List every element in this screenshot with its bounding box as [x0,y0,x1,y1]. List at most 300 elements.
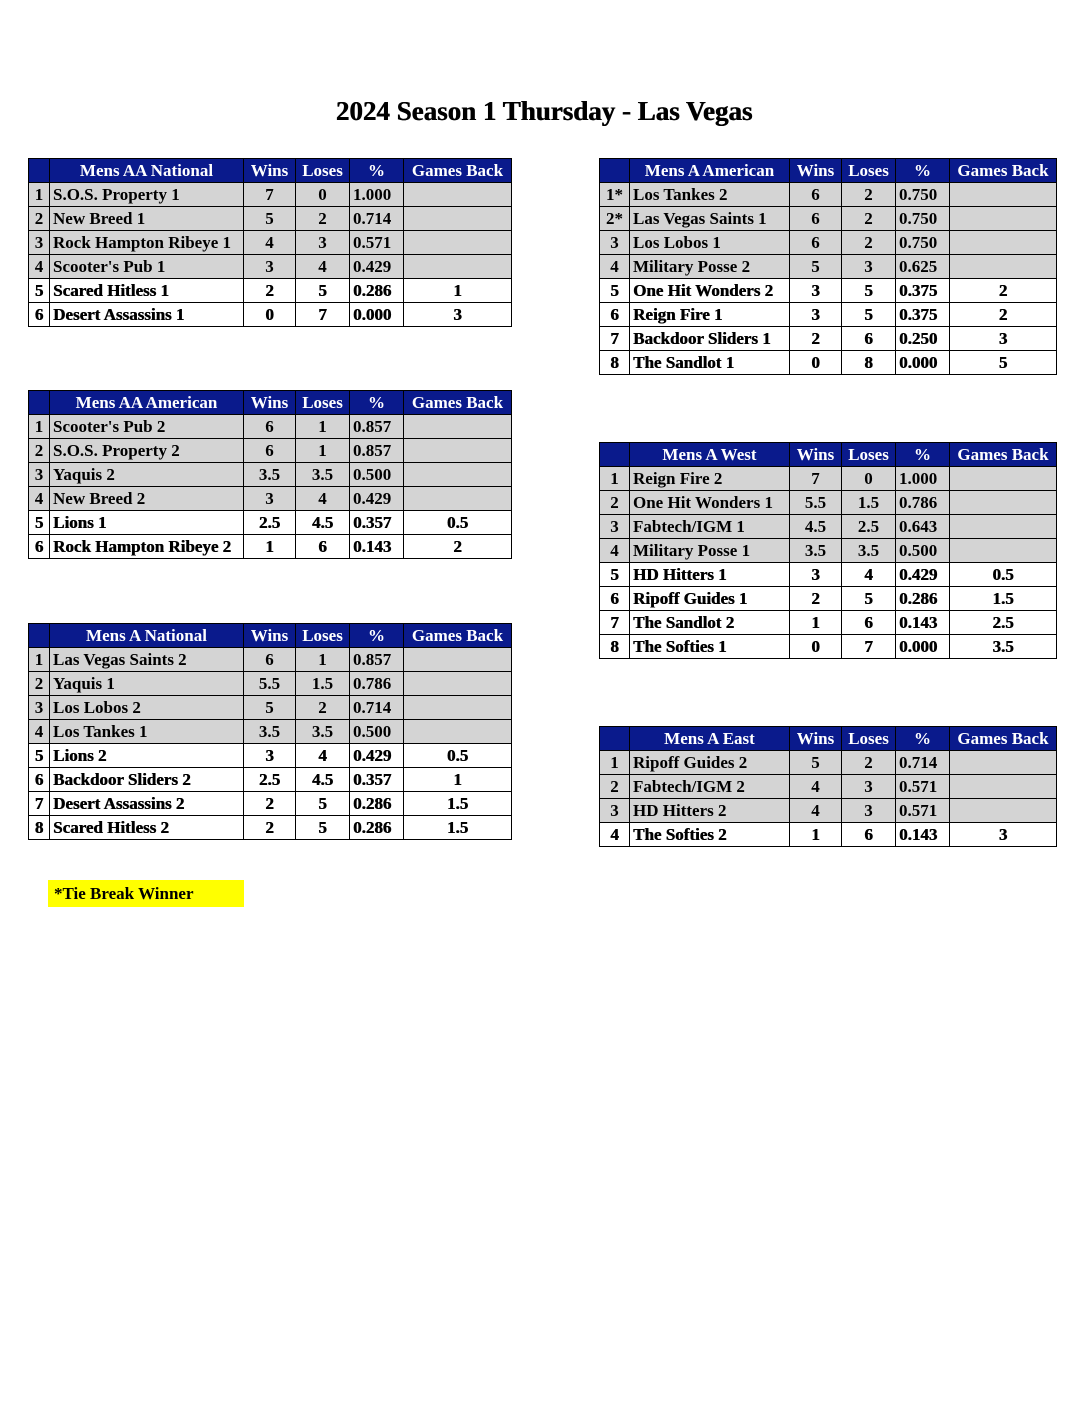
games-back-cell [950,207,1057,231]
pct-cell: 0.857 [350,648,404,672]
standings-row [600,635,1057,659]
games-back-cell [950,775,1057,799]
pct-cell: 0.357 [350,511,404,535]
loses-cell: 6 [842,823,896,847]
pct-cell: 0.375 [896,303,950,327]
pct-cell: 0.143 [896,611,950,635]
rank-cell: 1 [600,467,630,491]
wins-header: Wins [244,391,296,415]
games-back-cell: 2 [950,279,1057,303]
games-back-cell [404,648,512,672]
wins-cell: 3 [244,255,296,279]
team-name: Yaquis 2 [50,463,244,487]
rank-cell: 3 [600,799,630,823]
pct-cell: 0.429 [350,255,404,279]
standings-row [29,792,512,816]
standings-row [29,511,512,535]
standings-row [600,491,1057,515]
division-name: Mens A National [50,624,244,648]
rank-cell: 4 [600,539,630,563]
division-name: Mens A East [630,727,790,751]
pct-cell: 0.429 [896,563,950,587]
team-name: Fabtech/IGM 1 [630,515,790,539]
wins-cell: 1 [790,611,842,635]
team-name: The Sandlot 1 [630,351,790,375]
standings-row [29,279,512,303]
rank-cell: 3 [29,696,50,720]
standings-row [600,207,1057,231]
pct-cell: 0.000 [896,351,950,375]
standings-row [600,563,1057,587]
pct-cell: 0.286 [350,279,404,303]
rank-cell: 2 [600,491,630,515]
team-name: Los Lobos 2 [50,696,244,720]
rank-cell: 8 [600,351,630,375]
games-back-cell [950,539,1057,563]
wins-cell: 2 [790,327,842,351]
wins-cell: 1 [790,823,842,847]
wins-cell: 3 [244,487,296,511]
rank-cell: 8 [600,635,630,659]
wins-cell: 3 [790,563,842,587]
wins-cell: 7 [790,467,842,491]
standings-row [29,183,512,207]
team-name: The Softies 1 [630,635,790,659]
team-name: Ripoff Guides 2 [630,751,790,775]
team-name: Los Tankes 1 [50,720,244,744]
loses-cell: 5 [842,303,896,327]
division-name: Mens AA American [50,391,244,415]
games-back-cell: 0.5 [950,563,1057,587]
rank-cell: 5 [29,279,50,303]
team-name: Reign Fire 2 [630,467,790,491]
wins-cell: 0 [790,635,842,659]
loses-cell: 2.5 [842,515,896,539]
team-name: The Softies 2 [630,823,790,847]
rank-cell: 4 [29,255,50,279]
games-back-header: Games Back [404,391,512,415]
wins-cell: 3.5 [244,720,296,744]
games-back-cell [404,487,512,511]
header-row [600,159,1057,183]
standings-row [600,751,1057,775]
pct-cell: 0.286 [896,587,950,611]
loses-cell: 3.5 [842,539,896,563]
pct-cell: 0.857 [350,415,404,439]
team-name: New Breed 1 [50,207,244,231]
team-name: Fabtech/IGM 2 [630,775,790,799]
loses-cell: 1 [296,415,350,439]
games-back-cell [404,231,512,255]
wins-cell: 6 [244,415,296,439]
division-table-aa-national [28,158,512,327]
team-name: Backdoor Sliders 1 [630,327,790,351]
pct-cell: 0.786 [350,672,404,696]
wins-cell: 5 [790,255,842,279]
wins-cell: 7 [244,183,296,207]
loses-cell: 1 [296,439,350,463]
loses-cell: 2 [842,183,896,207]
rank-header [29,159,50,183]
standings-row [29,303,512,327]
games-back-cell: 2 [404,535,512,559]
team-name: Scared Hitless 2 [50,816,244,840]
wins-cell: 0 [790,351,842,375]
team-name: One Hit Wonders 2 [630,279,790,303]
rank-cell: 8 [29,816,50,840]
games-back-cell [404,720,512,744]
division-table-a-american [599,158,1057,375]
pct-cell: 0.500 [350,463,404,487]
loses-cell: 8 [842,351,896,375]
tie-break-legend: *Tie Break Winner [48,880,244,907]
wins-cell: 4.5 [790,515,842,539]
rank-cell: 4 [600,255,630,279]
standings-row [29,463,512,487]
pct-cell: 0.750 [896,231,950,255]
division-name: Mens AA National [50,159,244,183]
games-back-cell [950,183,1057,207]
pct-cell: 1.000 [350,183,404,207]
header-row [600,727,1057,751]
standings-row [29,255,512,279]
rank-cell: 5 [600,279,630,303]
rank-cell: 2* [600,207,630,231]
standings-row [29,439,512,463]
standings-row [29,816,512,840]
wins-cell: 3 [244,744,296,768]
pct-cell: 0.750 [896,183,950,207]
games-back-cell: 1 [404,768,512,792]
team-name: Military Posse 1 [630,539,790,563]
standings-row [600,231,1057,255]
loses-cell: 2 [842,751,896,775]
wins-cell: 6 [244,648,296,672]
loses-header: Loses [296,624,350,648]
loses-cell: 3 [296,231,350,255]
games-back-cell: 2 [950,303,1057,327]
games-back-cell: 3 [950,823,1057,847]
wins-cell: 6 [790,207,842,231]
loses-cell: 1 [296,648,350,672]
wins-cell: 0 [244,303,296,327]
team-name: HD Hitters 2 [630,799,790,823]
wins-cell: 6 [790,231,842,255]
games-back-cell: 3 [404,303,512,327]
pct-header: % [896,727,950,751]
pct-cell: 0.429 [350,487,404,511]
team-name: Yaquis 1 [50,672,244,696]
games-back-cell [950,231,1057,255]
team-name: Rock Hampton Ribeye 1 [50,231,244,255]
loses-cell: 3 [842,799,896,823]
team-name: Military Posse 2 [630,255,790,279]
pct-cell: 0.286 [350,792,404,816]
team-name: Lions 2 [50,744,244,768]
division-name: Mens A American [630,159,790,183]
loses-cell: 5 [296,279,350,303]
wins-cell: 3 [790,279,842,303]
team-name: Las Vegas Saints 1 [630,207,790,231]
games-back-cell [404,672,512,696]
pct-cell: 0.714 [350,207,404,231]
rank-cell: 5 [600,563,630,587]
rank-cell: 6 [29,535,50,559]
games-back-cell [950,467,1057,491]
rank-cell: 1 [600,751,630,775]
standings-row [29,672,512,696]
rank-cell: 3 [600,515,630,539]
standings-row [29,415,512,439]
loses-cell: 5 [296,816,350,840]
division-table-a-west [599,442,1057,659]
pct-cell: 0.375 [896,279,950,303]
team-name: Scared Hitless 1 [50,279,244,303]
games-back-cell [404,207,512,231]
pct-cell: 0.625 [896,255,950,279]
team-name: Reign Fire 1 [630,303,790,327]
pct-cell: 0.571 [350,231,404,255]
rank-cell: 4 [29,487,50,511]
rank-cell: 1* [600,183,630,207]
rank-cell: 2 [29,672,50,696]
wins-cell: 4 [790,799,842,823]
games-back-cell [950,255,1057,279]
team-name: Lions 1 [50,511,244,535]
games-back-cell [404,463,512,487]
division-name: Mens A West [630,443,790,467]
games-back-cell [950,751,1057,775]
pct-header: % [350,624,404,648]
loses-header: Loses [842,159,896,183]
header-row [600,443,1057,467]
rank-cell: 6 [600,587,630,611]
wins-cell: 5 [790,751,842,775]
wins-header: Wins [790,443,842,467]
games-back-cell [950,799,1057,823]
games-back-cell: 0.5 [404,511,512,535]
rank-cell: 7 [600,327,630,351]
loses-cell: 5 [842,279,896,303]
rank-cell: 3 [600,231,630,255]
page-title: 2024 Season 1 Thursday - Las Vegas [335,96,753,126]
games-back-cell: 1.5 [950,587,1057,611]
loses-cell: 7 [296,303,350,327]
pct-cell: 0.714 [350,696,404,720]
loses-cell: 4 [296,487,350,511]
pct-cell: 0.143 [350,535,404,559]
wins-header: Wins [244,159,296,183]
standings-row [600,611,1057,635]
team-name: Los Tankes 2 [630,183,790,207]
wins-cell: 4 [244,231,296,255]
standings-row [600,467,1057,491]
loses-cell: 6 [842,327,896,351]
loses-header: Loses [842,443,896,467]
team-name: Scooter's Pub 2 [50,415,244,439]
loses-cell: 4 [296,744,350,768]
games-back-header: Games Back [950,159,1057,183]
wins-cell: 6 [244,439,296,463]
team-name: New Breed 2 [50,487,244,511]
wins-header: Wins [244,624,296,648]
loses-cell: 3 [842,255,896,279]
wins-cell: 3.5 [790,539,842,563]
pct-cell: 1.000 [896,467,950,491]
pct-header: % [350,391,404,415]
pct-cell: 0.500 [896,539,950,563]
rank-cell: 2 [600,775,630,799]
standings-row [600,515,1057,539]
wins-cell: 5.5 [244,672,296,696]
rank-cell: 2 [29,207,50,231]
rank-cell: 6 [600,303,630,327]
loses-cell: 4 [842,563,896,587]
rank-header [600,443,630,467]
team-name: The Sandlot 2 [630,611,790,635]
rank-cell: 3 [29,463,50,487]
rank-header [600,159,630,183]
team-name: S.O.S. Property 1 [50,183,244,207]
header-row [29,391,512,415]
games-back-cell [404,183,512,207]
loses-cell: 7 [842,635,896,659]
games-back-cell [404,415,512,439]
rank-cell: 1 [29,183,50,207]
standings-row [29,207,512,231]
rank-cell: 1 [29,415,50,439]
loses-cell: 4.5 [296,511,350,535]
standings-row [29,768,512,792]
games-back-header: Games Back [404,159,512,183]
wins-cell: 4 [790,775,842,799]
pct-cell: 0.714 [896,751,950,775]
pct-cell: 0.357 [350,768,404,792]
wins-cell: 5 [244,696,296,720]
standings-row [600,255,1057,279]
pct-cell: 0.643 [896,515,950,539]
rank-cell: 7 [29,792,50,816]
standings-row [29,535,512,559]
standings-row [600,279,1057,303]
rank-header [29,624,50,648]
rank-cell: 3 [29,231,50,255]
games-back-cell [404,439,512,463]
wins-header: Wins [790,727,842,751]
games-back-cell: 1.5 [404,816,512,840]
division-table-a-east [599,726,1057,847]
games-back-cell: 1.5 [404,792,512,816]
loses-header: Loses [296,391,350,415]
loses-cell: 6 [842,611,896,635]
team-name: One Hit Wonders 1 [630,491,790,515]
loses-cell: 6 [296,535,350,559]
games-back-cell: 2.5 [950,611,1057,635]
pct-header: % [896,159,950,183]
rank-cell: 6 [29,303,50,327]
loses-cell: 4 [296,255,350,279]
games-back-cell [404,696,512,720]
wins-cell: 3 [790,303,842,327]
standings-row [600,539,1057,563]
games-back-cell [950,515,1057,539]
games-back-cell: 5 [950,351,1057,375]
pct-cell: 0.429 [350,744,404,768]
games-back-cell [404,255,512,279]
rank-header [600,727,630,751]
pct-cell: 0.786 [896,491,950,515]
standings-row [600,799,1057,823]
loses-cell: 2 [296,696,350,720]
pct-cell: 0.857 [350,439,404,463]
header-row [29,624,512,648]
standings-row [600,327,1057,351]
rank-cell: 5 [29,744,50,768]
team-name: Los Lobos 1 [630,231,790,255]
loses-cell: 0 [296,183,350,207]
games-back-cell: 3.5 [950,635,1057,659]
pct-cell: 0.250 [896,327,950,351]
games-back-cell [950,491,1057,515]
standings-row [600,587,1057,611]
team-name: S.O.S. Property 2 [50,439,244,463]
standings-row [29,487,512,511]
wins-cell: 2 [244,816,296,840]
team-name: Desert Assassins 2 [50,792,244,816]
games-back-cell: 1 [404,279,512,303]
standings-row [29,231,512,255]
loses-cell: 0 [842,467,896,491]
rank-cell: 7 [600,611,630,635]
wins-cell: 2.5 [244,511,296,535]
wins-cell: 3.5 [244,463,296,487]
pct-cell: 0.500 [350,720,404,744]
pct-header: % [350,159,404,183]
games-back-header: Games Back [950,443,1057,467]
wins-cell: 5 [244,207,296,231]
standings-row [29,720,512,744]
standings-row [600,303,1057,327]
team-name: HD Hitters 1 [630,563,790,587]
loses-cell: 4.5 [296,768,350,792]
wins-cell: 1 [244,535,296,559]
rank-cell: 4 [600,823,630,847]
standings-row [600,351,1057,375]
rank-cell: 6 [29,768,50,792]
team-name: Las Vegas Saints 2 [50,648,244,672]
pct-header: % [896,443,950,467]
standings-row [600,183,1057,207]
loses-cell: 2 [296,207,350,231]
rank-header [29,391,50,415]
rank-cell: 4 [29,720,50,744]
loses-cell: 1.5 [842,491,896,515]
pct-cell: 0.571 [896,775,950,799]
rank-cell: 1 [29,648,50,672]
standings-row [29,696,512,720]
games-back-cell: 0.5 [404,744,512,768]
loses-cell: 2 [842,231,896,255]
wins-header: Wins [790,159,842,183]
loses-cell: 3.5 [296,720,350,744]
division-table-aa-american [28,390,512,559]
standings-row [600,775,1057,799]
standings-row [29,744,512,768]
loses-cell: 3 [842,775,896,799]
games-back-cell: 3 [950,327,1057,351]
loses-cell: 3.5 [296,463,350,487]
division-table-a-national [28,623,512,840]
